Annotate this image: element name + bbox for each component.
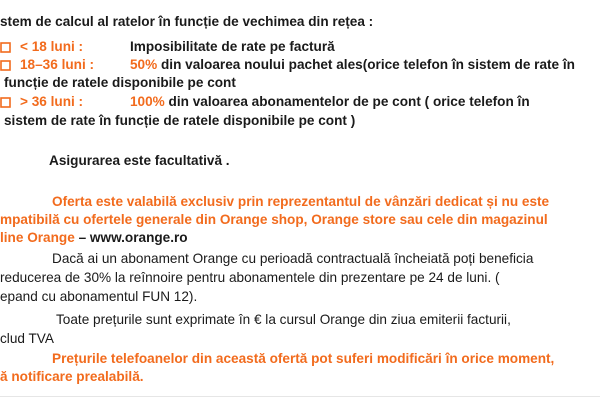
renewal-line: Dacă ai un abonament Orange cu perioadă contractuală încheiată poți beneficia	[52, 251, 534, 266]
offer-line: Oferta este valabilă exclusiv prin reprezentantul de vânzări dedicat și nu este	[52, 194, 550, 209]
section-header: stem de calcul al ratelor în funcție de vechimea din rețea :	[0, 14, 374, 29]
renewal-line: reducerea de 30% la reînnoire pentru abonamentele din prezentare pe 24 de luni. (	[0, 270, 500, 285]
tier-percent: 50%	[130, 57, 158, 72]
prices-line: clud TVA	[0, 331, 54, 346]
disclaimer-line: Prețurile telefoanelor din această ofertă pot suferi modificări în orice moment,	[52, 351, 555, 366]
disclaimer-line: ă notificare prealabilă.	[0, 369, 144, 384]
tier-text	[130, 56, 575, 73]
tier-label: > 36 luni :	[20, 94, 84, 109]
offer-line: mpatibilă cu ofertele generale din Orange shop, Orange store sau cele din magazinul	[0, 212, 548, 227]
tier-description: din valoarea noului pachet ales(orice telefon în sistem de rate în	[157, 57, 575, 72]
tier-text: Imposibilitate de rate pe factură	[130, 39, 335, 54]
tier-description: din valoarea abonamentelor de pe cont ( orice telefon în	[164, 94, 530, 109]
renewal-line: epand cu abonamentul FUN 12).	[0, 289, 198, 304]
tier-text-cont: sistem de rate în funcție de ratele disponibile pe cont )	[4, 113, 356, 128]
insurance-note: Asigurarea este facultativă .	[49, 153, 230, 168]
offer-dash: –	[74, 230, 90, 245]
tier-text	[130, 93, 530, 110]
offer-line	[0, 229, 188, 246]
orange-website-link[interactable]: www.orange.ro	[89, 230, 188, 245]
tier-text-cont: funcție de ratele disponibile pe cont	[4, 75, 236, 90]
prices-line: Toate prețurile sunt exprimate în € la cursul Orange din ziua emiterii facturii,	[56, 312, 511, 327]
checkbox-icon	[0, 97, 11, 108]
tier-label: 18–36 luni :	[20, 57, 95, 72]
tier-label: < 18 luni :	[20, 39, 84, 54]
checkbox-icon	[0, 42, 11, 53]
tier-percent: 100%	[130, 94, 165, 109]
bottom-divider	[0, 396, 600, 397]
offer-orange-text: line Orange	[0, 230, 75, 245]
checkbox-icon	[0, 60, 11, 71]
